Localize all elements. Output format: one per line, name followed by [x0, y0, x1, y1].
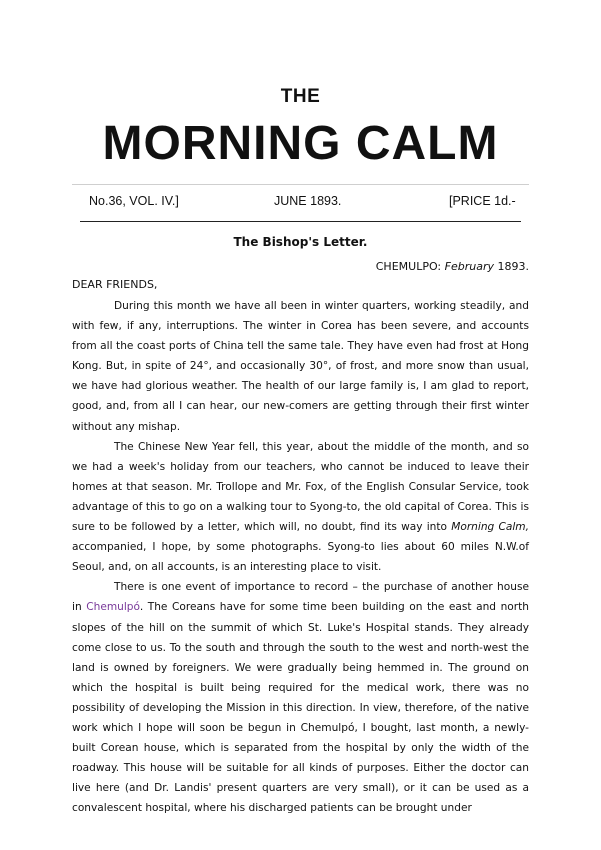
dateline-place: CHEMULPO:	[375, 260, 442, 273]
letter-dateline	[376, 260, 529, 273]
paragraph-2	[72, 437, 529, 578]
publication-title: Morning Calm,	[451, 521, 529, 534]
paragraph-3-text-after: . The Coreans have for some time been building on the east and north slopes of the hill on the summit of which St. Luke's Hospital stands. They already come close to us. To the south and through the south to the west and north-west the land is owned by foreigners. We were gradually being hemmed in. The ground on which the hospital is built being required for the medical work, there was no possibility of developing the Mission in this direction. In view, therefore, of the native work which I hope will soon be begun in Chemulpó, I bought, last month, a newly-built Corean house, which is separated from the hospital by only the width of the roadway. This house will be suitable for all kinds of purposes. Either the doctor can live here (and Dr. Landis' present quarters are very small), or it can be used as a convalescent hospital, where his discharged patients can be brought under	[72, 601, 529, 815]
masthead-article: THE	[280, 86, 321, 107]
paragraph-2-text-after: accompanied, I hope, by some photographs. Syong-to lies about 60 miles N.W.of Seoul, and, on all accounts, is an interesting place to visit.	[72, 541, 529, 574]
dateline-month: February	[444, 260, 494, 273]
masthead-rule	[72, 184, 529, 185]
paragraph-2-text-before: The Chinese New Year fell, this year, about the middle of the month, and so we had a week's holiday from our teachers, who cannot be induced to leave their homes at that season. Mr. Trollope and Mr. Fox, of the English Consular Service, took advantage of this to go on a walking tour to Syong-to, the old capital of Corea. This is sure to be followed by a letter, which will, no doubt, find its way into	[72, 440, 529, 534]
paragraph-1	[72, 296, 529, 437]
issue-rule	[80, 221, 521, 222]
issue-price: [PRICE 1d.-	[449, 194, 516, 208]
issue-number: No.36, VOL. IV.]	[89, 194, 179, 208]
place-name-link[interactable]: Chemulpó	[86, 601, 140, 614]
letter-greeting: DEAR FRIENDS,	[72, 278, 158, 291]
paragraph-3	[72, 577, 529, 818]
dateline-year: 1893.	[497, 260, 529, 273]
paragraph-3-text-before: There is one event of importance to record – the purchase of another house in	[72, 581, 529, 614]
letter-title: The Bishop's Letter.	[233, 235, 368, 249]
paragraph-1-text: During this month we have all been in winter quarters, working steadily, and with few, if any, interruptions. The winter in Corea has been severe, and accounts from all the coast ports of China tell the same tale. They have even had frost at Hong Kong. But, in spite of 24°, and occasionally 30°, of frost, and more snow than usual, we have had glorious weather. The health of our large family is, I am glad to report, good, and, from all I can hear, our new-comers are getting through their first winter without any mishap.	[72, 300, 529, 433]
issue-date: JUNE 1893.	[274, 194, 342, 208]
masthead-title: MORNING CALM	[102, 117, 499, 170]
letter-body	[72, 296, 529, 818]
